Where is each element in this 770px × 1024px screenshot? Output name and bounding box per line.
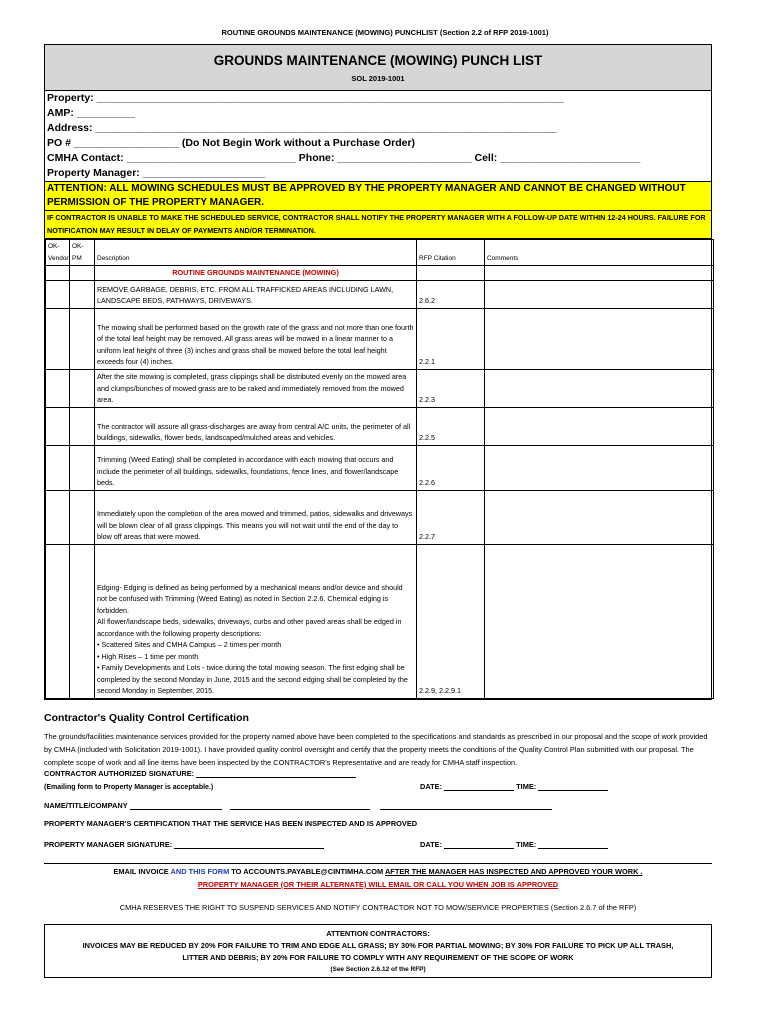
- pm-date-field[interactable]: [444, 840, 514, 849]
- ok-pm-cell[interactable]: [70, 490, 95, 544]
- ok-vendor-cell[interactable]: [46, 544, 70, 698]
- row-citation: 2.2.6: [417, 445, 485, 490]
- ok-vendor-cell[interactable]: [46, 369, 70, 407]
- penalty-heading: ATTENTION CONTRACTORS:: [326, 929, 430, 938]
- email-invoice-text: EMAIL INVOICE: [113, 867, 169, 876]
- ok-pm-cell[interactable]: [70, 266, 95, 281]
- comments-cell[interactable]: [485, 445, 714, 490]
- ok-pm-cell[interactable]: [70, 544, 95, 698]
- pm-time-field[interactable]: [538, 840, 608, 849]
- pm-date-label: DATE:: [420, 840, 443, 849]
- row-citation: 2.2.3: [417, 369, 485, 407]
- and-this-form-text: AND THIS FORM: [170, 867, 230, 876]
- table-row: [46, 490, 714, 544]
- row-description: Trimming (Weed Eating) shall be completed in accordance with each mowing that occurs and include the perimeter of all buildings, sidewalks, foundations, fence lines, and flower/landscape beds.: [95, 445, 417, 490]
- row-citation: 2.2.5: [417, 407, 485, 445]
- contractor-notification-note: IF CONTRACTOR IS UNABLE TO MAKE THE SCHEDULED SERVICE, CONTRACTOR SHALL NOTIFY THE PROPERTY MANAGER WITH A FOLLOW-UP DATE WITHIN 12-24 HOURS. FAILURE FOR NOTIFICATION MAY RESULT IN DELAY OF PAYMENTS AND/OR TERMINATION.: [45, 211, 711, 239]
- comments-cell[interactable]: [485, 280, 714, 308]
- pm-certification-label: PROPERTY MANAGER'S CERTIFICATION THAT THE SERVICE HAS BEEN INSPECTED AND IS APPROVED: [44, 819, 418, 828]
- quality-control-section: [44, 712, 712, 916]
- address-field[interactable]: Address: _______________________________________________________________________________: [47, 122, 557, 134]
- emailing-note: (Emailing form to Property Manager is acceptable.): [44, 784, 214, 791]
- qc-title: Contractor's Quality Control Certification: [44, 712, 249, 724]
- date-field[interactable]: [444, 782, 514, 791]
- contractor-signature-label: CONTRACTOR AUTHORIZED SIGNATURE:: [44, 769, 195, 778]
- table-row: [46, 407, 714, 445]
- header-caption: ROUTINE GROUNDS MAINTENANCE (MOWING) PUNCHLIST (Section 2.2 of RFP 2019-1001): [221, 28, 549, 37]
- table-row: [46, 445, 714, 490]
- ok-vendor-cell[interactable]: [46, 280, 70, 308]
- table-row: [46, 369, 714, 407]
- cmha-contact-field[interactable]: CMHA Contact: _____________________________ Phone: _______________________ Cell: ________________________: [47, 152, 641, 164]
- row-description: After the site mowing is completed, grass clippings shall be distributed evenly on the mowed area and clumps/bunches of mowed grass are to be raked and immediately removed from the mowed area.: [95, 369, 417, 407]
- page-title: GROUNDS MAINTENANCE (MOWING) PUNCH LIST: [213, 53, 543, 68]
- title-block: [45, 45, 711, 91]
- after-approval-text: AFTER THE MANAGER HAS INSPECTED AND APPROVED YOUR WORK .: [384, 867, 643, 876]
- accounts-email-text[interactable]: TO ACCOUNTS.PAYABLE@CINTIMHA.COM: [231, 867, 384, 876]
- penalty-line-2: LITTER AND DEBRIS; BY 20% FOR FAILURE TO COMPLY WITH ANY REQUIREMENT OF THE SCOPE OF WORK: [182, 953, 574, 962]
- ok-vendor-cell[interactable]: [46, 407, 70, 445]
- comments-cell[interactable]: [485, 308, 714, 369]
- title-field[interactable]: [230, 801, 370, 810]
- row-description: REMOVE GARBAGE, DEBRIS, ETC. FROM ALL TRAFFICKED AREAS INCLUDING LAWN, LANDSCAPE BEDS, PATHWAYS, DRIVEWAYS.: [95, 280, 417, 308]
- row-description: Edging- Edging is defined as being performed by a mechanical means and/or device and should not be confused with Trimming (Weed Eating) as noted in Section 2.2.6. Chemical edging is forbidden. All flower/landscape beds, sidewalks, driveways, curbs and other paved areas shall be edged in accordance with the following property descriptions: • Scattered Sites and CMHA Campus – 2 times per month • High Rises – 1 time per month • Family Developments and Lots - twice during the total mowing season. The first edging shall be completed by the second Monday in June, 2015 and the second edging shall be completed by the second Monday in September, 2015.: [95, 544, 417, 698]
- ok-pm-cell[interactable]: [70, 280, 95, 308]
- rfp-citation-header: RFP Citation: [417, 240, 485, 266]
- row-description: The mowing shall be performed based on the growth rate of the grass and not more than one fourth of the total leaf height may be removed. All grass areas will be mowed in a linear manner to a uniform leaf height of three (3) inches and grass shall be mowed before the total leaf height exceeds four (4) inches.: [95, 308, 417, 369]
- pm-time-label: TIME:: [516, 840, 537, 849]
- qc-certification-text: The grounds/facilities maintenance services provided for the property named above have been completed to the specifications and standards as prescribed in our proposal and the scope of work provided by CMHA (included with Solicitation 2019-1001). I have provided quality control oversight and certify that the property meets the conditions of the Quality Control Plan submitted with our proposal. The complete scope of work and all line items have been inspected by the CONTRACTOR's Representative and are ready for CMHA staff inspection.: [44, 732, 708, 767]
- penalty-line-1: INVOICES MAY BE REDUCED BY 20% FOR FAILURE TO TRIM AND EDGE ALL GRASS; BY 30% FOR PARTIAL MOWING; BY 30% FOR FAILURE TO PICK UP ALL TRASH,: [82, 941, 674, 950]
- name-field[interactable]: [130, 801, 222, 810]
- ok-vendor-header: OK-Vendor: [46, 240, 70, 266]
- ok-pm-cell[interactable]: [70, 308, 95, 369]
- row-description: Immediately upon the completion of the area mowed and trimmed, patios, sidewalks and driveways will be blown clear of all grass clippings. This means you will not wait until the end of the day to blow off areas that were mowed.: [95, 490, 417, 544]
- name-title-label: NAME/TITLE/COMPANY: [44, 801, 128, 810]
- comments-cell[interactable]: [485, 490, 714, 544]
- section-row: [46, 266, 714, 281]
- checklist-table: [45, 239, 714, 699]
- comments-cell[interactable]: [485, 544, 714, 698]
- comments-header: Comments: [485, 240, 714, 266]
- row-citation: 2.2.7: [417, 490, 485, 544]
- punch-list-form: [44, 44, 712, 700]
- ok-pm-header: OK-PM: [70, 240, 95, 266]
- table-row: [46, 308, 714, 369]
- table-row: [46, 280, 714, 308]
- description-header: Description: [95, 240, 417, 266]
- attention-banner: ATTENTION: ALL MOWING SCHEDULES MUST BE APPROVED BY THE PROPERTY MANAGER AND CANNOT BE CHANGED WITHOUT PERMISSION OF THE PROPERTY MANAGER.: [45, 181, 711, 211]
- name-title-row: [44, 801, 712, 814]
- table-row: [46, 544, 714, 698]
- row-citation: 2.2.1: [417, 308, 485, 369]
- row-citation: 2.6.2: [417, 280, 485, 308]
- pm-signature-row: [44, 840, 712, 853]
- ok-vendor-cell[interactable]: [46, 445, 70, 490]
- amp-field[interactable]: AMP: __________: [47, 107, 136, 119]
- po-field[interactable]: PO # __________________ (Do Not Begin Work without a Purchase Order): [47, 137, 416, 149]
- pm-signature-label: PROPERTY MANAGER SIGNATURE:: [44, 840, 173, 849]
- reserve-right-note: CMHA RESERVES THE RIGHT TO SUSPEND SERVICES AND NOTIFY CONTRACTOR NOT TO MOW/SERVICE PROPERTIES (Section 2.6.7 of the RFP): [119, 903, 637, 912]
- contractor-signature-row: [44, 769, 712, 782]
- ok-pm-cell[interactable]: [70, 407, 95, 445]
- company-field[interactable]: [380, 801, 552, 810]
- penalty-line-3: (See Section 2.6.12 of the RFP): [330, 966, 426, 973]
- property-manager-field[interactable]: Property Manager: _____________________: [47, 167, 266, 179]
- pm-certification-row: [44, 819, 712, 832]
- row-description: The contractor will assure all grass-discharges are away from central A/C units, the perimeter of all buildings, sidewalks, flower beds, landscaped/mulched areas and vehicles.: [95, 407, 417, 445]
- comments-cell[interactable]: [485, 407, 714, 445]
- pm-alternate-note: PROPERTY MANAGER (OR THEIR ALTERNATE) WILL EMAIL OR CALL YOU WHEN JOB IS APPROVED: [197, 880, 559, 889]
- contractor-signature-field[interactable]: [196, 769, 356, 778]
- email-invoice-line: [44, 867, 712, 880]
- property-info: [45, 91, 711, 181]
- ok-pm-cell[interactable]: [70, 369, 95, 407]
- ok-vendor-cell[interactable]: [46, 490, 70, 544]
- pm-date-group: [420, 840, 608, 849]
- solicitation-number: SOL 2019-1001: [351, 74, 405, 83]
- time-field[interactable]: [538, 782, 608, 791]
- penalty-notice-box: [44, 924, 712, 978]
- table-header-row: [46, 240, 714, 266]
- row-citation: 2.2.9, 2.2.9.1: [417, 544, 485, 698]
- date-group: [420, 782, 608, 791]
- emailing-date-row: [44, 782, 712, 795]
- date-label: DATE:: [420, 782, 443, 791]
- ok-pm-cell[interactable]: [70, 445, 95, 490]
- section-title: ROUTINE GROUNDS MAINTENANCE (MOWING): [95, 266, 417, 281]
- divider: [44, 863, 712, 864]
- time-label: TIME:: [516, 782, 537, 791]
- property-field[interactable]: Property: ________________________________________________________________________________: [47, 92, 564, 104]
- ok-vendor-cell[interactable]: [46, 266, 70, 281]
- ok-vendor-cell[interactable]: [46, 308, 70, 369]
- comments-cell[interactable]: [485, 369, 714, 407]
- pm-signature-field[interactable]: [174, 840, 324, 849]
